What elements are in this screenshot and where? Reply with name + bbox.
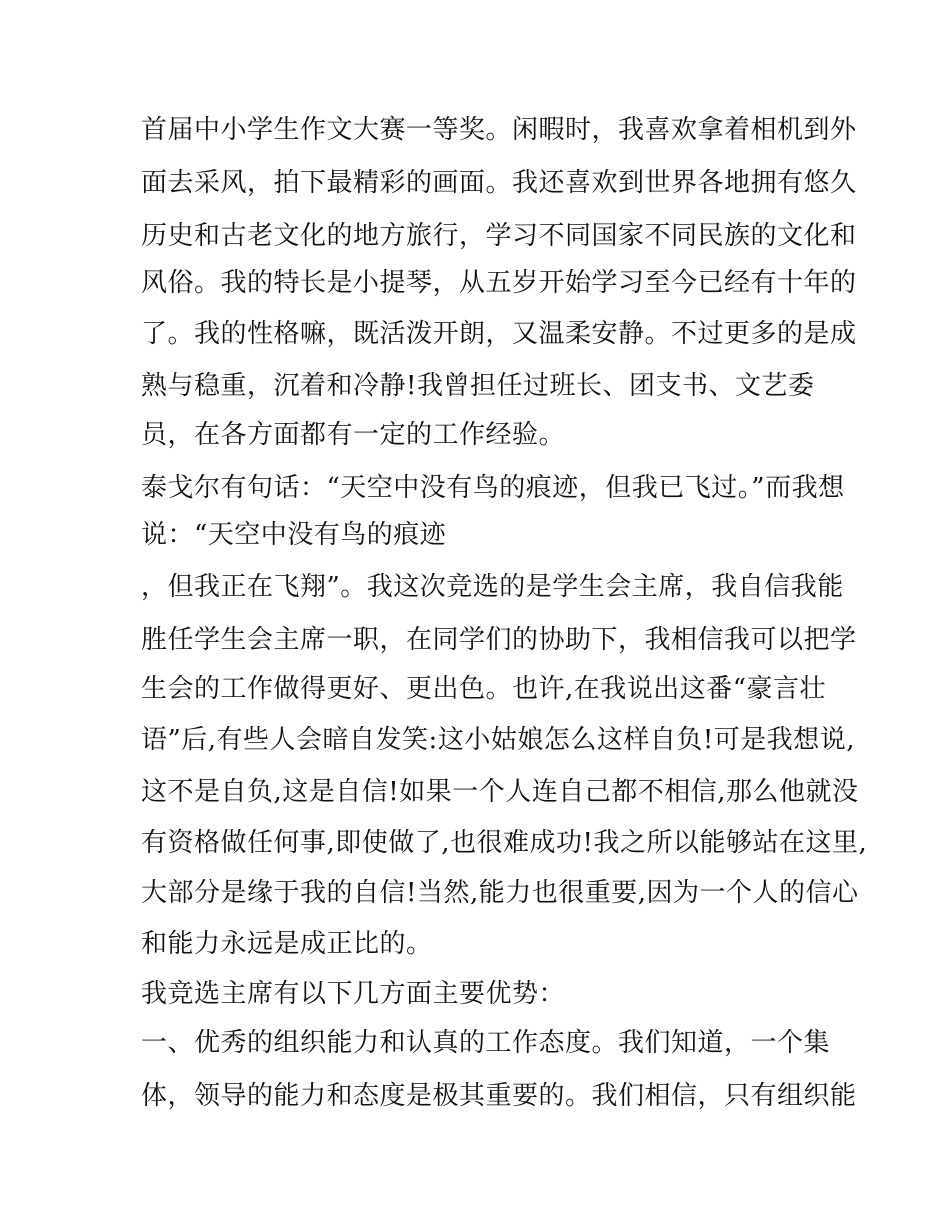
text-line: 胜任学生会主席一职，在同学们的协助下，我相信我可以把学 xyxy=(141,625,857,655)
text-line: 体，领导的能力和态度是极其重要的。我们相信，只有组织能 xyxy=(141,1081,857,1111)
text-line: 说：“天空中没有鸟的痕迹 xyxy=(141,520,447,550)
text-line: 语”后,有些人会暗自发笑:这小姑娘怎么这样自负!可是我想说, xyxy=(141,725,856,755)
text-line: ，但我正在飞翔”。我这次竞选的是学生会主席，我自信我能 xyxy=(141,572,844,602)
text-line: 我竞选主席有以下几方面主要优势： xyxy=(141,979,566,1009)
text-line: 有资格做任何事,即使做了,也很难成功!我之所以能够站在这里, xyxy=(141,828,868,858)
text-line: 熟与稳重，沉着和冷静!我曾担任过班长、团支书、文艺委 xyxy=(141,371,815,401)
text-line: 泰戈尔有句话：“天空中没有鸟的痕迹，但我已飞过。”而我想 xyxy=(141,473,845,503)
text-line: 面去采风，拍下最精彩的画面。我还喜欢到世界各地拥有悠久 xyxy=(141,168,857,198)
text-line: 历史和古老文化的地方旅行，学习不同国家不同民族的文化和 xyxy=(141,221,857,251)
text-line: 大部分是缘于我的自信!当然,能力也很重要,因为一个人的信心 xyxy=(141,878,859,908)
text-line: 风俗。我的特长是小提琴，从五岁开始学习至今已经有十年的 xyxy=(141,268,857,298)
text-line: 生会的工作做得更好、更出色。也许,在我说出这番“豪言壮 xyxy=(141,674,827,704)
text-line: 和能力永远是成正比的。 xyxy=(141,929,433,959)
text-line: 这不是自负,这是自信!如果一个人连自己都不相信,那么他就没 xyxy=(141,777,859,807)
text-line: 了。我的性格嘛，既活泼开朗，又温柔安静。不过更多的是成 xyxy=(141,319,857,349)
text-line: 一、优秀的组织能力和认真的工作态度。我们知道，一个集 xyxy=(141,1028,831,1058)
text-line: 员，在各方面都有一定的工作经验。 xyxy=(141,420,566,450)
text-line: 首届中小学生作文大赛一等奖。闲暇时，我喜欢拿着相机到外 xyxy=(141,115,857,145)
